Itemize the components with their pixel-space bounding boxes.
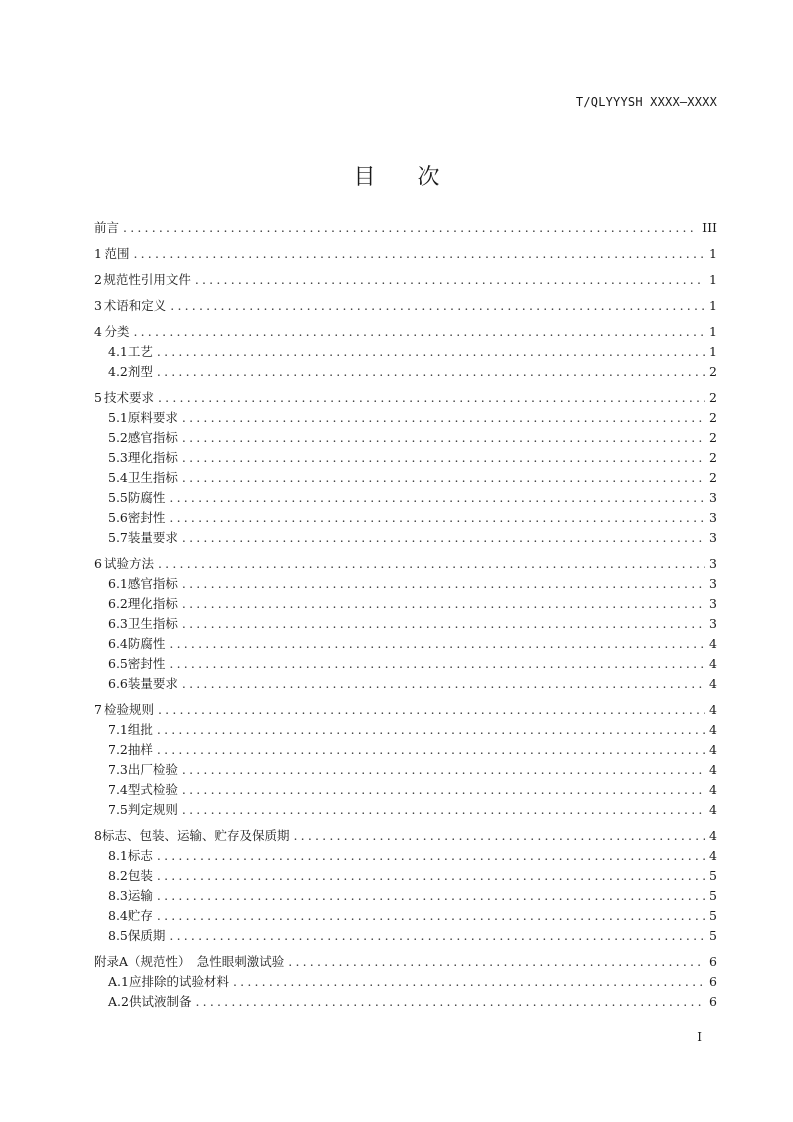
toc-entry-number: 6.4 (108, 636, 128, 651)
toc-entry-page: 5 (709, 928, 717, 943)
toc-entry-title: 标志、包装、运输、贮存及保质期 (101, 828, 290, 843)
toc-entry[interactable] (94, 448, 717, 468)
toc-leader-dots (233, 972, 705, 992)
toc-entry-title: 感官指标 (127, 576, 178, 591)
toc-entry-title: 装量要求 (127, 530, 178, 545)
toc-entry[interactable] (94, 952, 717, 972)
toc-entry[interactable] (94, 846, 717, 866)
toc-leader-dots (182, 448, 705, 468)
toc-entry-number: 5.7 (108, 530, 128, 545)
toc-entry-title: 试验方法 (103, 556, 154, 571)
toc-entry-number: 6.2 (108, 596, 128, 611)
toc-entry-number: 7.2 (108, 742, 128, 757)
toc-entry[interactable] (94, 594, 717, 614)
toc-entry-page: 6 (709, 974, 717, 989)
toc-entry-number: A.1 (108, 974, 129, 989)
toc-entry-page: 6 (709, 994, 717, 1009)
toc-entry-number: 4.2 (108, 364, 128, 379)
toc-entry-number: 7.4 (108, 782, 128, 797)
toc-entry-title: 卫生指标 (127, 470, 178, 485)
toc-entry-number: 8.1 (108, 848, 128, 863)
toc-entry-page: 1 (709, 246, 717, 261)
toc-entry-title: 范围 (104, 246, 130, 261)
toc-entry-number: 3 (94, 298, 102, 313)
toc-entry-page: 5 (709, 908, 717, 923)
toc-entry[interactable] (94, 508, 717, 528)
toc-entry[interactable] (94, 488, 717, 508)
toc-entry-title: 理化指标 (127, 450, 178, 465)
toc-leader-dots (182, 760, 705, 780)
toc-entry-title: 出厂检验 (127, 762, 178, 777)
toc-entry-page: 3 (709, 530, 717, 545)
toc-leader-dots (133, 244, 705, 264)
toc-entry-number: 8.5 (108, 928, 128, 943)
toc-entry-number: 5.6 (108, 510, 128, 525)
toc-entry-page: 1 (709, 272, 717, 287)
toc-entry[interactable] (94, 408, 717, 428)
toc-entry-title: 抽样 (127, 742, 153, 757)
toc-entry-page: 5 (709, 868, 717, 883)
toc-entry-title: 分类 (104, 324, 130, 339)
toc-entry-title: 运输 (127, 888, 153, 903)
page-title: 目次 (353, 165, 482, 190)
toc-leader-dots (288, 952, 705, 972)
toc-leader-dots (157, 886, 705, 906)
toc-leader-dots (170, 296, 705, 316)
toc-leader-dots (169, 634, 705, 654)
toc-entry-title: 供试液制备 (128, 994, 192, 1009)
toc-entry-number: 6.6 (108, 676, 128, 691)
toc-entry-page: 3 (709, 490, 717, 505)
toc-entry-number: 8.3 (108, 888, 128, 903)
toc-leader-dots (195, 270, 705, 290)
toc-entry-number: 8.4 (108, 908, 128, 923)
toc-entry-page: 4 (709, 828, 717, 843)
toc-entry-title: 标志 (127, 848, 153, 863)
toc-leader-dots (133, 322, 705, 342)
toc-entry-number: 5.4 (108, 470, 128, 485)
toc-entry[interactable] (94, 388, 717, 408)
toc-leader-dots (157, 720, 705, 740)
toc-entry-title: 术语和定义 (103, 298, 167, 313)
toc-leader-dots (157, 342, 705, 362)
toc-entry-title: 保质期 (127, 928, 166, 943)
toc-entry-number: 7.1 (108, 722, 128, 737)
toc-entry[interactable] (94, 800, 717, 820)
toc-leader-dots (169, 508, 705, 528)
toc-leader-dots (158, 554, 705, 574)
toc-entry-page: 4 (709, 636, 717, 651)
toc-leader-dots (182, 594, 705, 614)
toc-entry-number: 5 (94, 390, 102, 405)
toc-leader-dots (157, 866, 705, 886)
toc-leader-dots (169, 926, 705, 946)
toc-entry-title: 附录A（规范性） 急性眼刺激试验 (94, 954, 285, 969)
toc-leader-dots (182, 780, 705, 800)
toc-leader-dots (182, 408, 705, 428)
toc-entry-page: 2 (709, 430, 717, 445)
toc-entry[interactable] (94, 270, 717, 290)
toc-entry-number: 6.5 (108, 656, 128, 671)
toc-entry-page: 4 (709, 702, 717, 717)
toc-entry[interactable] (94, 528, 717, 548)
toc-entry-page: 3 (709, 576, 717, 591)
toc-entry-number: 5.3 (108, 450, 128, 465)
toc-leader-dots (158, 700, 705, 720)
toc-entry-number: 1 (94, 246, 102, 261)
toc-entry-title: 感官指标 (127, 430, 178, 445)
table-of-contents (94, 218, 717, 1012)
toc-entry-title: 防腐性 (127, 490, 166, 505)
toc-entry[interactable] (94, 906, 717, 926)
toc-entry-page: 4 (709, 762, 717, 777)
toc-entry-page: 2 (709, 364, 717, 379)
toc-entry-title: 前言 (94, 220, 120, 235)
toc-entry-number: 5.2 (108, 430, 128, 445)
toc-leader-dots (182, 468, 705, 488)
toc-entry-number: 5.1 (108, 410, 128, 425)
toc-entry[interactable] (94, 780, 717, 800)
toc-entry-number: A.2 (108, 994, 129, 1009)
toc-entry-number: 8.2 (108, 868, 128, 883)
toc-entry-title: 密封性 (127, 656, 166, 671)
toc-entry-title: 检验规则 (103, 702, 154, 717)
toc-entry[interactable] (94, 740, 717, 760)
toc-entry-title: 装量要求 (127, 676, 178, 691)
toc-leader-dots (195, 992, 705, 1012)
toc-entry[interactable] (94, 428, 717, 448)
toc-entry-number: 7.3 (108, 762, 128, 777)
toc-entry-title: 判定规则 (127, 802, 178, 817)
toc-entry-page: 2 (709, 470, 717, 485)
toc-entry-number: 4.1 (108, 344, 128, 359)
toc-entry-number: 7 (94, 702, 102, 717)
toc-entry-title: 包装 (127, 868, 153, 883)
toc-entry-title: 组批 (127, 722, 153, 737)
toc-entry-number: 6.1 (108, 576, 128, 591)
toc-entry[interactable] (94, 720, 717, 740)
toc-entry-page: 2 (709, 390, 717, 405)
toc-entry-title: 规范性引用文件 (103, 272, 191, 287)
toc-leader-dots (182, 674, 705, 694)
toc-entry-title: 贮存 (127, 908, 153, 923)
toc-entry-page: 3 (709, 616, 717, 631)
toc-entry-page: 3 (709, 556, 717, 571)
toc-entry[interactable] (94, 674, 717, 694)
toc-entry-title: 型式检验 (127, 782, 178, 797)
toc-entry[interactable] (94, 866, 717, 886)
toc-entry-title: 密封性 (127, 510, 166, 525)
toc-leader-dots (169, 488, 705, 508)
toc-entry-number: 2 (94, 272, 102, 287)
toc-leader-dots (157, 846, 705, 866)
toc-leader-dots (182, 574, 705, 594)
toc-entry-title: 工艺 (127, 344, 153, 359)
toc-leader-dots (182, 800, 705, 820)
toc-entry[interactable] (94, 826, 717, 846)
toc-entry-number: 8 (94, 828, 102, 843)
toc-entry-title: 原料要求 (127, 410, 178, 425)
toc-entry-page: 1 (709, 298, 717, 313)
toc-entry[interactable] (94, 574, 717, 594)
toc-entry-title: 卫生指标 (127, 616, 178, 631)
toc-leader-dots (158, 388, 705, 408)
toc-entry-page: 2 (709, 450, 717, 465)
toc-entry-title: 技术要求 (103, 390, 154, 405)
toc-entry-page: 4 (709, 676, 717, 691)
toc-entry-page: 4 (709, 782, 717, 797)
toc-entry-title: 剂型 (127, 364, 153, 379)
document-code: T/QLYYYSH XXXX—XXXX (575, 95, 717, 109)
toc-entry[interactable] (94, 700, 717, 720)
toc-entry-number: 6.3 (108, 616, 128, 631)
toc-entry-page: 4 (709, 722, 717, 737)
toc-leader-dots (157, 362, 705, 382)
toc-leader-dots (182, 528, 705, 548)
toc-entry-number: 6 (94, 556, 102, 571)
toc-entry-page: 1 (709, 344, 717, 359)
toc-entry[interactable] (94, 926, 717, 946)
toc-leader-dots (169, 654, 705, 674)
page-number: I (697, 1030, 702, 1044)
toc-leader-dots (293, 826, 705, 846)
toc-entry[interactable] (94, 886, 717, 906)
toc-entry[interactable] (94, 468, 717, 488)
toc-leader-dots (182, 428, 705, 448)
toc-entry[interactable] (94, 992, 717, 1012)
toc-entry-page: 4 (709, 656, 717, 671)
toc-entry[interactable] (94, 342, 717, 362)
toc-entry-number: 4 (94, 324, 102, 339)
toc-entry-title: 防腐性 (127, 636, 166, 651)
toc-entry-page: 2 (709, 410, 717, 425)
toc-entry[interactable] (94, 554, 717, 574)
toc-entry[interactable] (94, 218, 717, 238)
toc-entry-title: 理化指标 (127, 596, 178, 611)
toc-entry[interactable] (94, 322, 717, 342)
toc-entry-page: 6 (709, 954, 717, 969)
toc-entry-number: 5.5 (108, 490, 128, 505)
toc-entry[interactable] (94, 972, 717, 992)
toc-entry-page: III (702, 220, 717, 235)
toc-entry[interactable] (94, 296, 717, 316)
toc-entry[interactable] (94, 362, 717, 382)
toc-entry[interactable] (94, 614, 717, 634)
toc-leader-dots (123, 218, 698, 238)
toc-entry-title: 应排除的试验材料 (128, 974, 229, 989)
toc-entry[interactable] (94, 760, 717, 780)
toc-leader-dots (182, 614, 705, 634)
toc-entry-page: 5 (709, 888, 717, 903)
toc-entry-page: 3 (709, 596, 717, 611)
toc-entry[interactable] (94, 244, 717, 264)
toc-entry-page: 1 (709, 324, 717, 339)
toc-entry-number: 7.5 (108, 802, 128, 817)
toc-entry[interactable] (94, 634, 717, 654)
toc-leader-dots (157, 906, 705, 926)
toc-entry-page: 4 (709, 848, 717, 863)
toc-leader-dots (157, 740, 705, 760)
toc-entry-page: 3 (709, 510, 717, 525)
toc-entry-page: 4 (709, 802, 717, 817)
toc-entry[interactable] (94, 654, 717, 674)
toc-entry-page: 4 (709, 742, 717, 757)
